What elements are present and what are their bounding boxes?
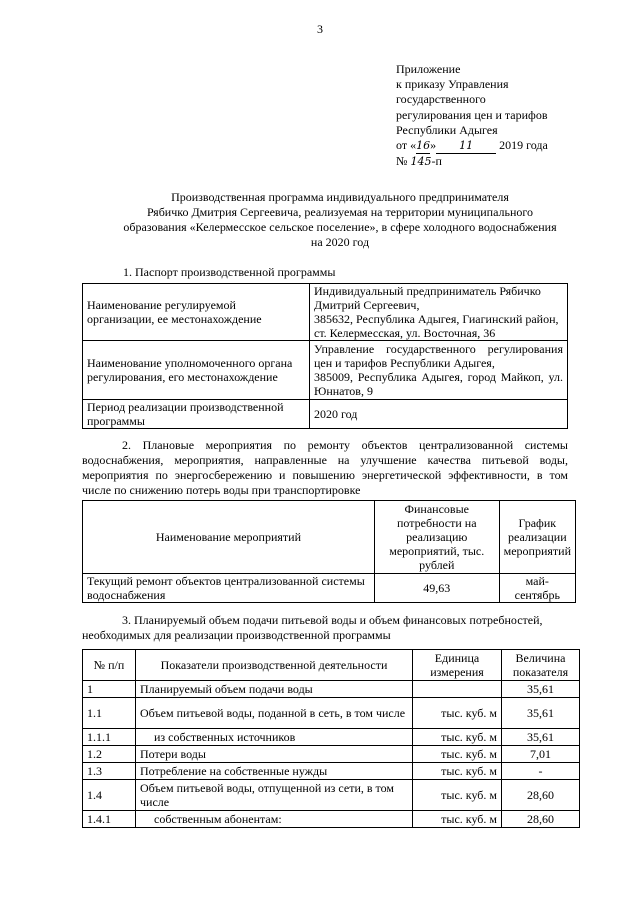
date-month: 11 [436, 138, 496, 154]
row-name: собственным абонентам: [136, 811, 413, 828]
row-name: из собственных источников [136, 729, 413, 746]
number-value: 145 [410, 155, 432, 169]
measure-value: 49,63 [374, 574, 499, 603]
section2-heading: 2. Плановые мероприятия по ремонту объектов централизованной системы водоснабжения, мероприятия, направленные на улучшение качества питьевой воды, мероприятия по энергосбережению и повышению энергетической эффективности, в том числе по снижению потерь воды при транспортировке [82, 438, 568, 497]
passport-label: Наименование регулируемой организации, ее местонахождение [83, 284, 310, 341]
row-unit: тыс. куб. м [413, 763, 502, 780]
measure-name: Текущий ремонт объектов централизованной системы водоснабжения [83, 574, 375, 603]
row-number: 1.4.1 [83, 811, 136, 828]
appendix-number [396, 154, 548, 169]
header-cell: Наименование мероприятий [83, 501, 375, 574]
passport-value: 2020 год [310, 400, 568, 429]
row-name: Объем питьевой воды, поданной в сеть, в том числе [136, 698, 413, 729]
row-number: 1.4 [83, 780, 136, 811]
appendix-line: Приложение [396, 62, 461, 76]
section1-heading: 1. Паспорт производственной программы [123, 265, 336, 279]
number-prefix: № [396, 154, 411, 169]
row-value: - [502, 763, 580, 780]
passport-table [82, 283, 568, 429]
row-unit: тыс. куб. м [413, 729, 502, 746]
title-line: образования «Келермесское сельское поселение», в сфере холодного водоснабжения [123, 220, 557, 234]
table-row [83, 284, 568, 341]
row-name: Потребление на собственные нужды [136, 763, 413, 780]
row-unit: тыс. куб. м [413, 780, 502, 811]
appendix-line: государственного [396, 92, 486, 107]
date-suffix: 2019 года [496, 138, 548, 153]
date-mid: » [430, 138, 437, 153]
row-value: 7,01 [502, 746, 580, 763]
row-unit: тыс. куб. м [413, 811, 502, 828]
row-unit: тыс. куб. м [413, 698, 502, 729]
page-number: 3 [317, 22, 323, 36]
section3-heading: 3. Планируемый объем подачи питьевой воды и объем финансовых потребностей, необходимых для реализации производственной программы [82, 613, 543, 642]
passport-value-line: 385009, Республика Адыгея, город Майкоп, ул. Юннатов, 9 [314, 370, 563, 398]
row-value: 28,60 [502, 811, 580, 828]
appendix-date [396, 138, 548, 154]
measure-schedule: май-сентябрь [499, 574, 575, 603]
measures-table [82, 500, 576, 603]
date-prefix: от « [396, 138, 417, 153]
passport-value [310, 284, 568, 341]
title-line: на 2020 год [310, 235, 370, 249]
passport-label: Наименование уполномоченного органа регулирования, его местонахождение [83, 341, 310, 400]
date-day: 16 [416, 138, 430, 154]
table-row [83, 811, 580, 828]
row-value: 35,61 [502, 698, 580, 729]
number-suffix: -п [431, 154, 442, 169]
row-value: 28,60 [502, 780, 580, 811]
passport-label: Период реализации производственной программы [83, 400, 310, 429]
header-cell: График реализации мероприятий [499, 501, 575, 574]
header-cell: Величина показателя [502, 650, 580, 681]
table-row [83, 729, 580, 746]
row-name: Потери воды [136, 746, 413, 763]
appendix-block [396, 62, 548, 169]
row-name: Объем питьевой воды, отпущенной из сети, в том числе [136, 780, 413, 811]
table-row [83, 400, 568, 429]
table-row [83, 650, 580, 681]
row-name: Планируемый объем подачи воды [136, 681, 413, 698]
appendix-line: Республики Адыгея [396, 122, 498, 137]
passport-value [310, 341, 568, 400]
row-number: 1.1 [83, 698, 136, 729]
header-cell: Финансовые потребности на реализацию мероприятий, тыс. рублей [374, 501, 499, 574]
document-title [80, 190, 600, 250]
row-unit: тыс. куб. м [413, 746, 502, 763]
title-line: Производственная программа индивидуального предпринимателя [171, 190, 509, 204]
volume-table [82, 649, 580, 828]
row-number: 1.1.1 [83, 729, 136, 746]
table-row [83, 574, 576, 603]
header-cell: Единица измерения [413, 650, 502, 681]
appendix-line: к приказу Управления [396, 77, 509, 92]
table-row [83, 681, 580, 698]
table-row [83, 501, 576, 574]
header-cell: Показатели производственной деятельности [136, 650, 413, 681]
header-cell: № п/п [83, 650, 136, 681]
row-number: 1.2 [83, 746, 136, 763]
passport-value-line: Индивидуальный предприниматель Рябичко Дмитрий Сергеевич, [314, 284, 541, 312]
row-number: 1 [83, 681, 136, 698]
table-row [83, 763, 580, 780]
appendix-line: регулирования цен и тарифов [396, 107, 548, 122]
row-value: 35,61 [502, 681, 580, 698]
row-value: 35,61 [502, 729, 580, 746]
table-row [83, 341, 568, 400]
table-row [83, 746, 580, 763]
row-number: 1.3 [83, 763, 136, 780]
passport-value-line: Управление государственного регулирования цен и тарифов Республики Адыгея, [314, 342, 563, 370]
passport-value-line: 385632, Республика Адыгея, Гиагинский район, ст. Келермесская, ул. Восточная, 36 [314, 312, 559, 340]
table-row [83, 780, 580, 811]
table-row [83, 698, 580, 729]
row-unit [413, 681, 502, 698]
title-line: Рябичко Дмитрия Сергеевича, реализуемая на территории муниципального [146, 205, 534, 219]
